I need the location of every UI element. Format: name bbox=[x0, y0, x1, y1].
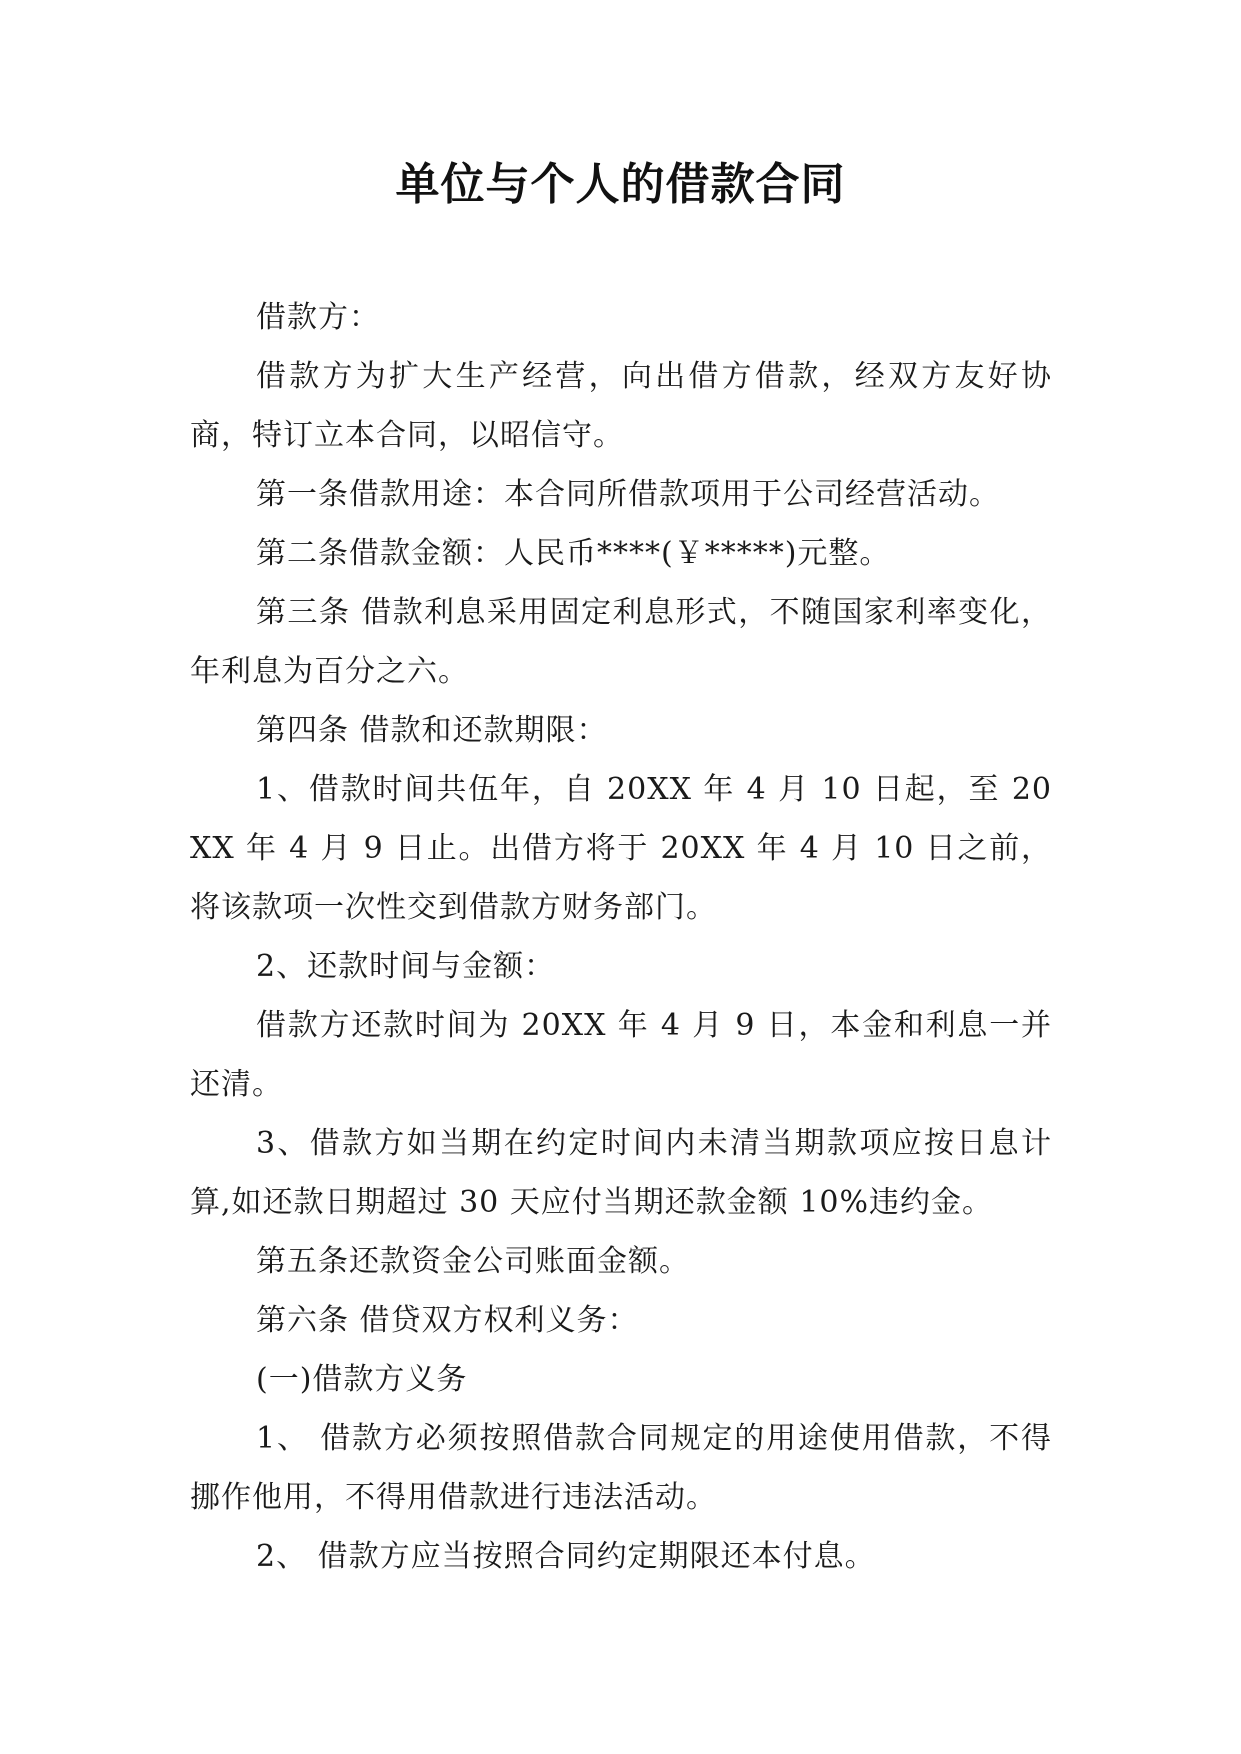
paragraph-article-4-item-2: 2、还款时间与金额： bbox=[256, 949, 556, 984]
paragraph-article-4: 第四条 借款和还款期限： bbox=[256, 713, 608, 748]
paragraph-borrower: 借款方： bbox=[256, 300, 380, 335]
document-body bbox=[190, 288, 1052, 1586]
paragraph-borrower-obligations-heading: (一)借款方义务 bbox=[256, 1362, 468, 1397]
paragraph-obligation-2: 2、 借款方应当按照合同约定期限还本付息。 bbox=[256, 1539, 876, 1574]
paragraph-obligation-1: 1、 借款方必须按照借款合同规定的用途使用借款，不得挪作他用，不得用借款进行违法活动。 bbox=[190, 1421, 1052, 1515]
paragraph-article-5: 第五条还款资金公司账面金额。 bbox=[256, 1244, 690, 1279]
paragraph-article-1: 第一条借款用途：本合同所借款项用于公司经营活动。 bbox=[256, 477, 1000, 512]
document-title: 单位与个人的借款合同 bbox=[395, 159, 846, 210]
paragraph-preamble: 借款方为扩大生产经营，向出借方借款，经双方友好协商，特订立本合同，以昭信守。 bbox=[190, 359, 1052, 453]
paragraph-article-3: 第三条 借款利息采用固定利息形式，不随国家利率变化，年利息为百分之六。 bbox=[190, 595, 1052, 689]
paragraph-article-4-item-1: 1、借款时间共伍年，自 20XX 年 4 月 10 日起，至 20XX 年 4 月 9 日止。出借方将于 20XX 年 4 月 10 日之前，将该款项一次性交到借款方财务部门。 bbox=[190, 772, 1052, 925]
paragraph-article-2: 第二条借款金额：人民币****(￥*****)元整。 bbox=[256, 536, 891, 571]
paragraph-repayment-time: 借款方还款时间为 20XX 年 4 月 9 日，本金和利息一并还清。 bbox=[190, 1008, 1052, 1102]
paragraph-article-4-item-3: 3、借款方如当期在约定时间内未清当期款项应按日息计算,如还款日期超过 30 天应付当期还款金额 10%违约金。 bbox=[190, 1126, 1052, 1220]
paragraph-article-6: 第六条 借贷双方权利义务： bbox=[256, 1303, 639, 1338]
